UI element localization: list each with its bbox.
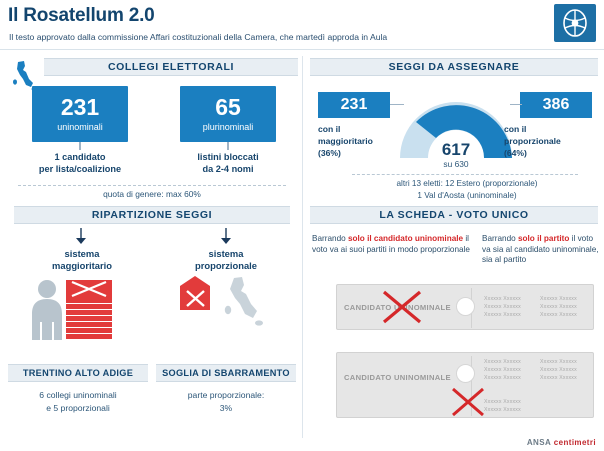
- system-proporzionale-line1: sistema: [208, 248, 244, 259]
- box-soglia-body-line2: 3%: [219, 403, 233, 413]
- section-seggi-label: SEGGI DA ASSEGNARE: [388, 61, 520, 73]
- box-trentino-title-label: TRENTINO ALTO ADIGE: [22, 368, 134, 378]
- note-right-strong: solo il partito: [517, 234, 570, 243]
- ballot-row-1-label: CANDIDATO UNINOMINALE: [344, 303, 451, 312]
- caption-plurinominali-line1: listini bloccati: [197, 152, 259, 162]
- note-left-lead: Barrando: [312, 234, 348, 243]
- seats-proporzionale-box: [520, 92, 592, 118]
- note-left: [312, 234, 472, 255]
- ballot-row-1-party-1: Xxxxxx Xxxxxx Xxxxxx Xxxxxx Xxxxxx Xxxxxx: [484, 296, 521, 319]
- seats-total-value: 617: [441, 140, 471, 159]
- note-right: [482, 234, 600, 266]
- ansa-logo-icon: [554, 4, 596, 42]
- card-uninominali-number: 231: [60, 94, 100, 120]
- seats-proporzionale-caption-line1: con il: [504, 124, 527, 134]
- ballot-stack-red-icon: [62, 276, 132, 342]
- card-plurinominali: [180, 86, 276, 142]
- caption-uninominali-line1: 1 candidato: [54, 152, 106, 162]
- box-trentino-body-line1: 6 collegi uninominali: [39, 390, 117, 400]
- caption-plurinominali-line2: da 2-4 nomi: [202, 164, 254, 174]
- caption-uninominali-line2: per lista/coalizione: [38, 164, 122, 174]
- note-right-lead: Barrando: [482, 234, 518, 243]
- header: [0, 0, 604, 50]
- section-collegi-elettorali: [44, 58, 298, 76]
- system-proporzionale-line2: proporzionale: [195, 260, 257, 271]
- quota-divider-top: [18, 185, 286, 186]
- credit-brand: centimetri: [553, 438, 596, 447]
- ballot-row-1-party-2: Xxxxxx Xxxxxx Xxxxxx Xxxxxx Xxxxxx Xxxxxx: [540, 296, 577, 319]
- section-ripartizione-label: RIPARTIZIONE SEGGI: [91, 209, 213, 221]
- ballot-row-1-bubble[interactable]: [456, 297, 475, 316]
- ballot-row-2-party-1: Xxxxxx Xxxxxx Xxxxxx Xxxxxx Xxxxxx Xxxxxx: [484, 359, 521, 382]
- section-la-scheda-label: LA SCHEDA - VOTO UNICO: [379, 209, 529, 221]
- card-uninominali-label: uninominali: [57, 122, 103, 132]
- logo-glyph: [560, 7, 590, 39]
- box-soglia-title-label: SOGLIA DI SBARRAMENTO: [162, 368, 290, 378]
- section-seggi-da-assegnare: [310, 58, 598, 76]
- leader-line-right: [510, 104, 522, 105]
- page-title: Il Rosatellum 2.0: [8, 5, 155, 26]
- seats-proporzionale-caption-line2: proporzionale: [504, 136, 561, 146]
- credit: [527, 438, 596, 447]
- seats-proporzionale-caption-line3: (64%): [504, 148, 527, 158]
- card-plurinominali-label: plurinominali: [202, 122, 254, 132]
- note-left-strong2: uninominale: [414, 234, 464, 243]
- note-left-strong1: solo il candidato: [347, 234, 413, 243]
- quota-note: quota di genere: max 60%: [103, 189, 201, 199]
- ballot-row-2-bubble[interactable]: [456, 364, 475, 383]
- seats-maggioritario-caption-line2: maggioritario: [318, 136, 373, 146]
- ballot-row-2-party-3: Xxxxxx Xxxxxx Xxxxxx Xxxxxx: [484, 399, 521, 414]
- red-x-mark-candidate-icon: [380, 288, 424, 326]
- box-trentino-title: [8, 364, 148, 382]
- column-divider: [302, 56, 303, 438]
- connector-uninominali: [79, 142, 81, 150]
- header-divider: [0, 49, 604, 50]
- section-collegi-label: COLLEGI ELETTORALI: [107, 61, 235, 73]
- box-trentino-body-line2: e 5 proporzionali: [46, 403, 110, 413]
- ballot-row-2-label: CANDIDATO UNINOMINALE: [344, 373, 451, 382]
- box-soglia-title: [156, 364, 296, 382]
- seats-proporzionale-value: 386: [542, 96, 570, 113]
- arrow-down-proporzionale-icon: [215, 228, 237, 246]
- arrow-down-maggioritario-icon: [70, 228, 92, 246]
- box-soglia-body-line1: parte proporzionale:: [187, 390, 265, 400]
- seats-total-sub: su 630: [443, 159, 469, 169]
- altri-eletti-line2: 1 Val d'Aosta (uninominale): [417, 191, 517, 200]
- section-la-scheda: [310, 206, 598, 224]
- red-x-mark-party-icon: [450, 386, 486, 418]
- ballot-x-red-icon: [176, 276, 216, 316]
- note-right-rest: il voto va sia al candidato uninominale, sia al partito: [482, 234, 599, 265]
- note-left-rest: il voto va ai suoi partiti in modo proporzionale: [312, 234, 470, 254]
- system-maggioritario-line1: sistema: [64, 248, 100, 259]
- seats-maggioritario-value: 231: [340, 96, 368, 113]
- connector-plurinominali: [227, 142, 229, 150]
- system-maggioritario-line2: maggioritario: [52, 260, 112, 271]
- italy-map-grey-icon: [222, 276, 266, 338]
- seats-maggioritario-caption-line3: (36%): [318, 148, 341, 158]
- credit-ansa: ANSA: [526, 438, 552, 447]
- card-uninominali: [32, 86, 128, 142]
- ballot-row-2-party-2: Xxxxxx Xxxxxx Xxxxxx Xxxxxx Xxxxxx Xxxxxx: [540, 359, 577, 382]
- section-ripartizione-seggi: [14, 206, 290, 224]
- altri-eletti-line1: altri 13 eletti: 12 Estero (proporzionale): [396, 179, 538, 188]
- seats-maggioritario-box: [318, 92, 390, 118]
- leader-line-left: [390, 104, 404, 105]
- page-subtitle: Il testo approvato dalla commissione Affari costituzionali della Camera, che martedì approda in Aula: [9, 32, 388, 42]
- altri-divider: [352, 174, 578, 175]
- seats-maggioritario-caption-line1: con il: [318, 124, 341, 134]
- card-plurinominali-number: 65: [215, 94, 241, 120]
